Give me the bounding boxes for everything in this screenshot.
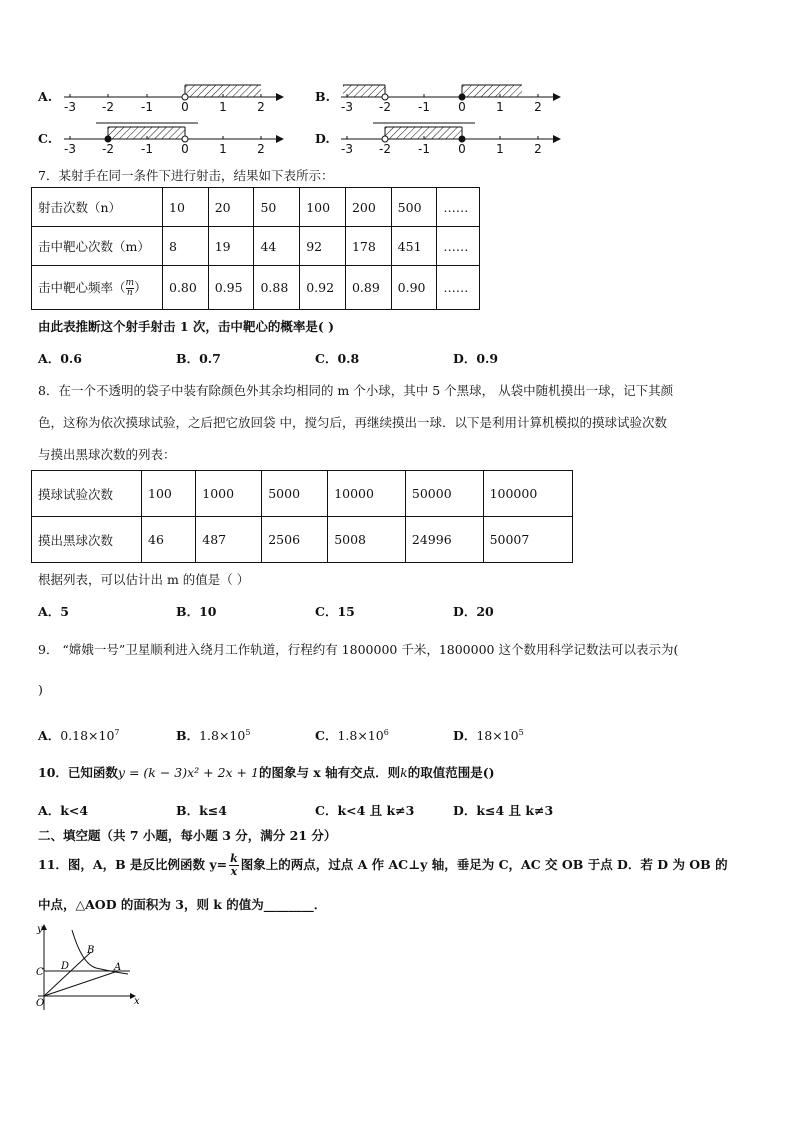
table-cell: 10000 bbox=[328, 471, 406, 517]
section-heading: 二、填空题（共 7 小题，每小题 3 分，满分 21 分） bbox=[38, 828, 337, 843]
table-cell: 487 bbox=[196, 517, 262, 563]
tick-label: -3 bbox=[64, 100, 76, 114]
svg-text:-1: -1 bbox=[418, 100, 430, 114]
table-row bbox=[32, 227, 480, 266]
choice-d: D．k≤4 且 k≠3 bbox=[453, 803, 554, 818]
q11-line-1: 11．图，A，B 是反比例函数 y= $\frac{k}{x}$ 图象上的两点，过点 A 作 AC⊥y 轴，垂足为 C，AC 交 OB 于点 D．若 D 为 OB 的 bbox=[38, 852, 728, 878]
table-cell: 50007 bbox=[483, 517, 572, 563]
table-cell: 0.95 bbox=[208, 266, 254, 310]
table-row-label: 击中靶心频率（ $\frac{m}{n}$ ） bbox=[32, 266, 163, 310]
table-cell: 50000 bbox=[405, 471, 483, 517]
table-cell: 0.90 bbox=[391, 266, 437, 310]
table-cell: 10 bbox=[163, 188, 209, 227]
x-axis-label: x bbox=[134, 996, 140, 1007]
table-cell: 2506 bbox=[262, 517, 328, 563]
table-cell: 0.89 bbox=[345, 266, 391, 310]
table-cell: 19 bbox=[208, 227, 254, 266]
choice-c: C．$1.8\times 10^6$ bbox=[315, 728, 389, 744]
option-letter: A. bbox=[38, 89, 53, 104]
table-cell: 100 bbox=[142, 471, 196, 517]
point-label-a: A bbox=[114, 962, 122, 973]
svg-text:-3: -3 bbox=[64, 142, 76, 156]
table-cell: 451 bbox=[391, 227, 437, 266]
svg-text:0: 0 bbox=[458, 100, 466, 114]
svg-text:2: 2 bbox=[534, 100, 542, 114]
tick-label: 2 bbox=[257, 100, 265, 114]
choice-c: C．0.8 bbox=[315, 351, 360, 366]
svg-text:-1: -1 bbox=[418, 142, 430, 156]
svg-text:-2: -2 bbox=[379, 100, 391, 114]
svg-text:2: 2 bbox=[257, 142, 265, 156]
table-cell: 1000 bbox=[196, 471, 262, 517]
choice-b: B．0.7 bbox=[176, 351, 221, 366]
number-line-d bbox=[337, 120, 567, 156]
fraction: $\frac{m}{n}$ bbox=[125, 277, 135, 298]
table-cell: 500 bbox=[391, 188, 437, 227]
choice-c: C．k<4 且 k≠3 bbox=[315, 803, 415, 818]
table-cell: 200 bbox=[345, 188, 391, 227]
hyperbola-figure bbox=[34, 922, 146, 1020]
q7-table bbox=[31, 187, 480, 310]
point-label-o: O bbox=[36, 998, 45, 1009]
option-letter: C. bbox=[38, 131, 53, 146]
tick-label: 1 bbox=[219, 100, 227, 114]
svg-text:-2: -2 bbox=[379, 142, 391, 156]
choice-d: D．0.9 bbox=[453, 351, 499, 366]
svg-text:-2: -2 bbox=[102, 142, 114, 156]
choice-b: B．10 bbox=[176, 604, 217, 619]
choice-a: A．$0.18\times 10^7$ bbox=[38, 728, 120, 744]
table-row bbox=[32, 266, 480, 310]
table-row bbox=[32, 188, 480, 227]
table-row-label: 摸球试验次数 bbox=[32, 471, 142, 517]
fraction: $\frac{k}{x}$ bbox=[230, 852, 238, 878]
number-line-c bbox=[60, 120, 290, 156]
svg-text:1: 1 bbox=[219, 142, 227, 156]
tick-label: -2 bbox=[102, 100, 114, 114]
q8-question: 根据列表，可以估计出 m 的值是（ ） bbox=[38, 572, 250, 587]
svg-text:0: 0 bbox=[181, 142, 189, 156]
table-row bbox=[32, 471, 573, 517]
choice-a: A．k<4 bbox=[38, 803, 89, 818]
table-row bbox=[32, 517, 573, 563]
table-cell: 24996 bbox=[405, 517, 483, 563]
table-cell: 0.80 bbox=[163, 266, 209, 310]
svg-text:-3: -3 bbox=[341, 142, 353, 156]
q9-line-1: 9． “嫦娥一号”卫星顺利进入绕月工作轨道，行程约有 1800000 千米，1800000 这个数用科学记数法可以表示为( bbox=[38, 642, 679, 657]
choice-d: D．20 bbox=[453, 604, 494, 619]
tick-label: -1 bbox=[141, 100, 153, 114]
function-formula: y = (k − 3)x² + 2x + 1 bbox=[117, 765, 259, 780]
number-line-b bbox=[337, 78, 567, 114]
table-cell: 100000 bbox=[483, 471, 572, 517]
table-cell: 92 bbox=[300, 227, 346, 266]
q7-stem: 7．某射手在同一条件下进行射击，结果如下表所示： bbox=[38, 168, 334, 183]
table-cell: 0.92 bbox=[300, 266, 346, 310]
table-cell: 178 bbox=[345, 227, 391, 266]
q10-stem: 10．已知函数y = (k − 3)x² + 2x + 1的图象与 x 轴有交点．则k的取值范围是() bbox=[38, 765, 495, 780]
table-cell: 5000 bbox=[262, 471, 328, 517]
choice-d: D．$18\times 10^5$ bbox=[453, 728, 524, 744]
point-label-d: D bbox=[61, 961, 70, 972]
point-label-b: B bbox=[87, 945, 95, 956]
table-cell: 50 bbox=[254, 188, 300, 227]
q8-line-3: 与摸出黑球次数的列表： bbox=[38, 447, 176, 462]
svg-text:2: 2 bbox=[534, 142, 542, 156]
choice-a: A．5 bbox=[38, 604, 69, 619]
tick-label: 0 bbox=[181, 100, 189, 114]
table-row-label: 射击次数（n） bbox=[32, 188, 163, 227]
point-label-c: C bbox=[36, 967, 44, 978]
q11-line-2: 中点，△AOD 的面积为 3，则 k 的值为________． bbox=[38, 897, 327, 912]
table-cell: …… bbox=[437, 266, 480, 310]
svg-text:1: 1 bbox=[496, 142, 504, 156]
q8-table bbox=[31, 470, 573, 563]
table-cell: …… bbox=[437, 188, 480, 227]
q8-line-2: 色，这称为依次摸球试验，之后把它放回袋 中，搅匀后，再继续摸出一球．以下是利用计算机模拟的摸球试验次数 bbox=[38, 415, 667, 430]
table-cell: …… bbox=[437, 227, 480, 266]
table-cell: 100 bbox=[300, 188, 346, 227]
option-letter: D. bbox=[315, 131, 330, 146]
svg-text:1: 1 bbox=[496, 100, 504, 114]
choice-b: B．k≤4 bbox=[176, 803, 227, 818]
number-line-a bbox=[60, 78, 290, 114]
svg-text:-1: -1 bbox=[141, 142, 153, 156]
option-letter: B. bbox=[315, 89, 330, 104]
svg-text:0: 0 bbox=[458, 142, 466, 156]
table-cell: 8 bbox=[163, 227, 209, 266]
choice-a: A．0.6 bbox=[38, 351, 82, 366]
q9-line-2: ) bbox=[38, 682, 43, 697]
table-cell: 5008 bbox=[328, 517, 406, 563]
table-cell: 20 bbox=[208, 188, 254, 227]
y-axis-label: y bbox=[37, 924, 43, 935]
svg-text:-3: -3 bbox=[341, 100, 353, 114]
table-row-label: 击中靶心次数（m） bbox=[32, 227, 163, 266]
choice-c: C．15 bbox=[315, 604, 355, 619]
table-cell: 46 bbox=[142, 517, 196, 563]
q7-question: 由此表推断这个射手射击 1 次，击中靶心的概率是( ) bbox=[38, 319, 335, 334]
table-cell: 0.88 bbox=[254, 266, 300, 310]
choice-b: B．$1.8\times 10^5$ bbox=[176, 728, 251, 744]
q8-line-1: 8．在一个不透明的袋子中装有除颜色外其余均相同的 m 个小球，其中 5 个黑球， 从袋中随机摸出一球，记下其颜 bbox=[38, 383, 674, 398]
table-cell: 44 bbox=[254, 227, 300, 266]
table-row-label: 摸出黑球次数 bbox=[32, 517, 142, 563]
